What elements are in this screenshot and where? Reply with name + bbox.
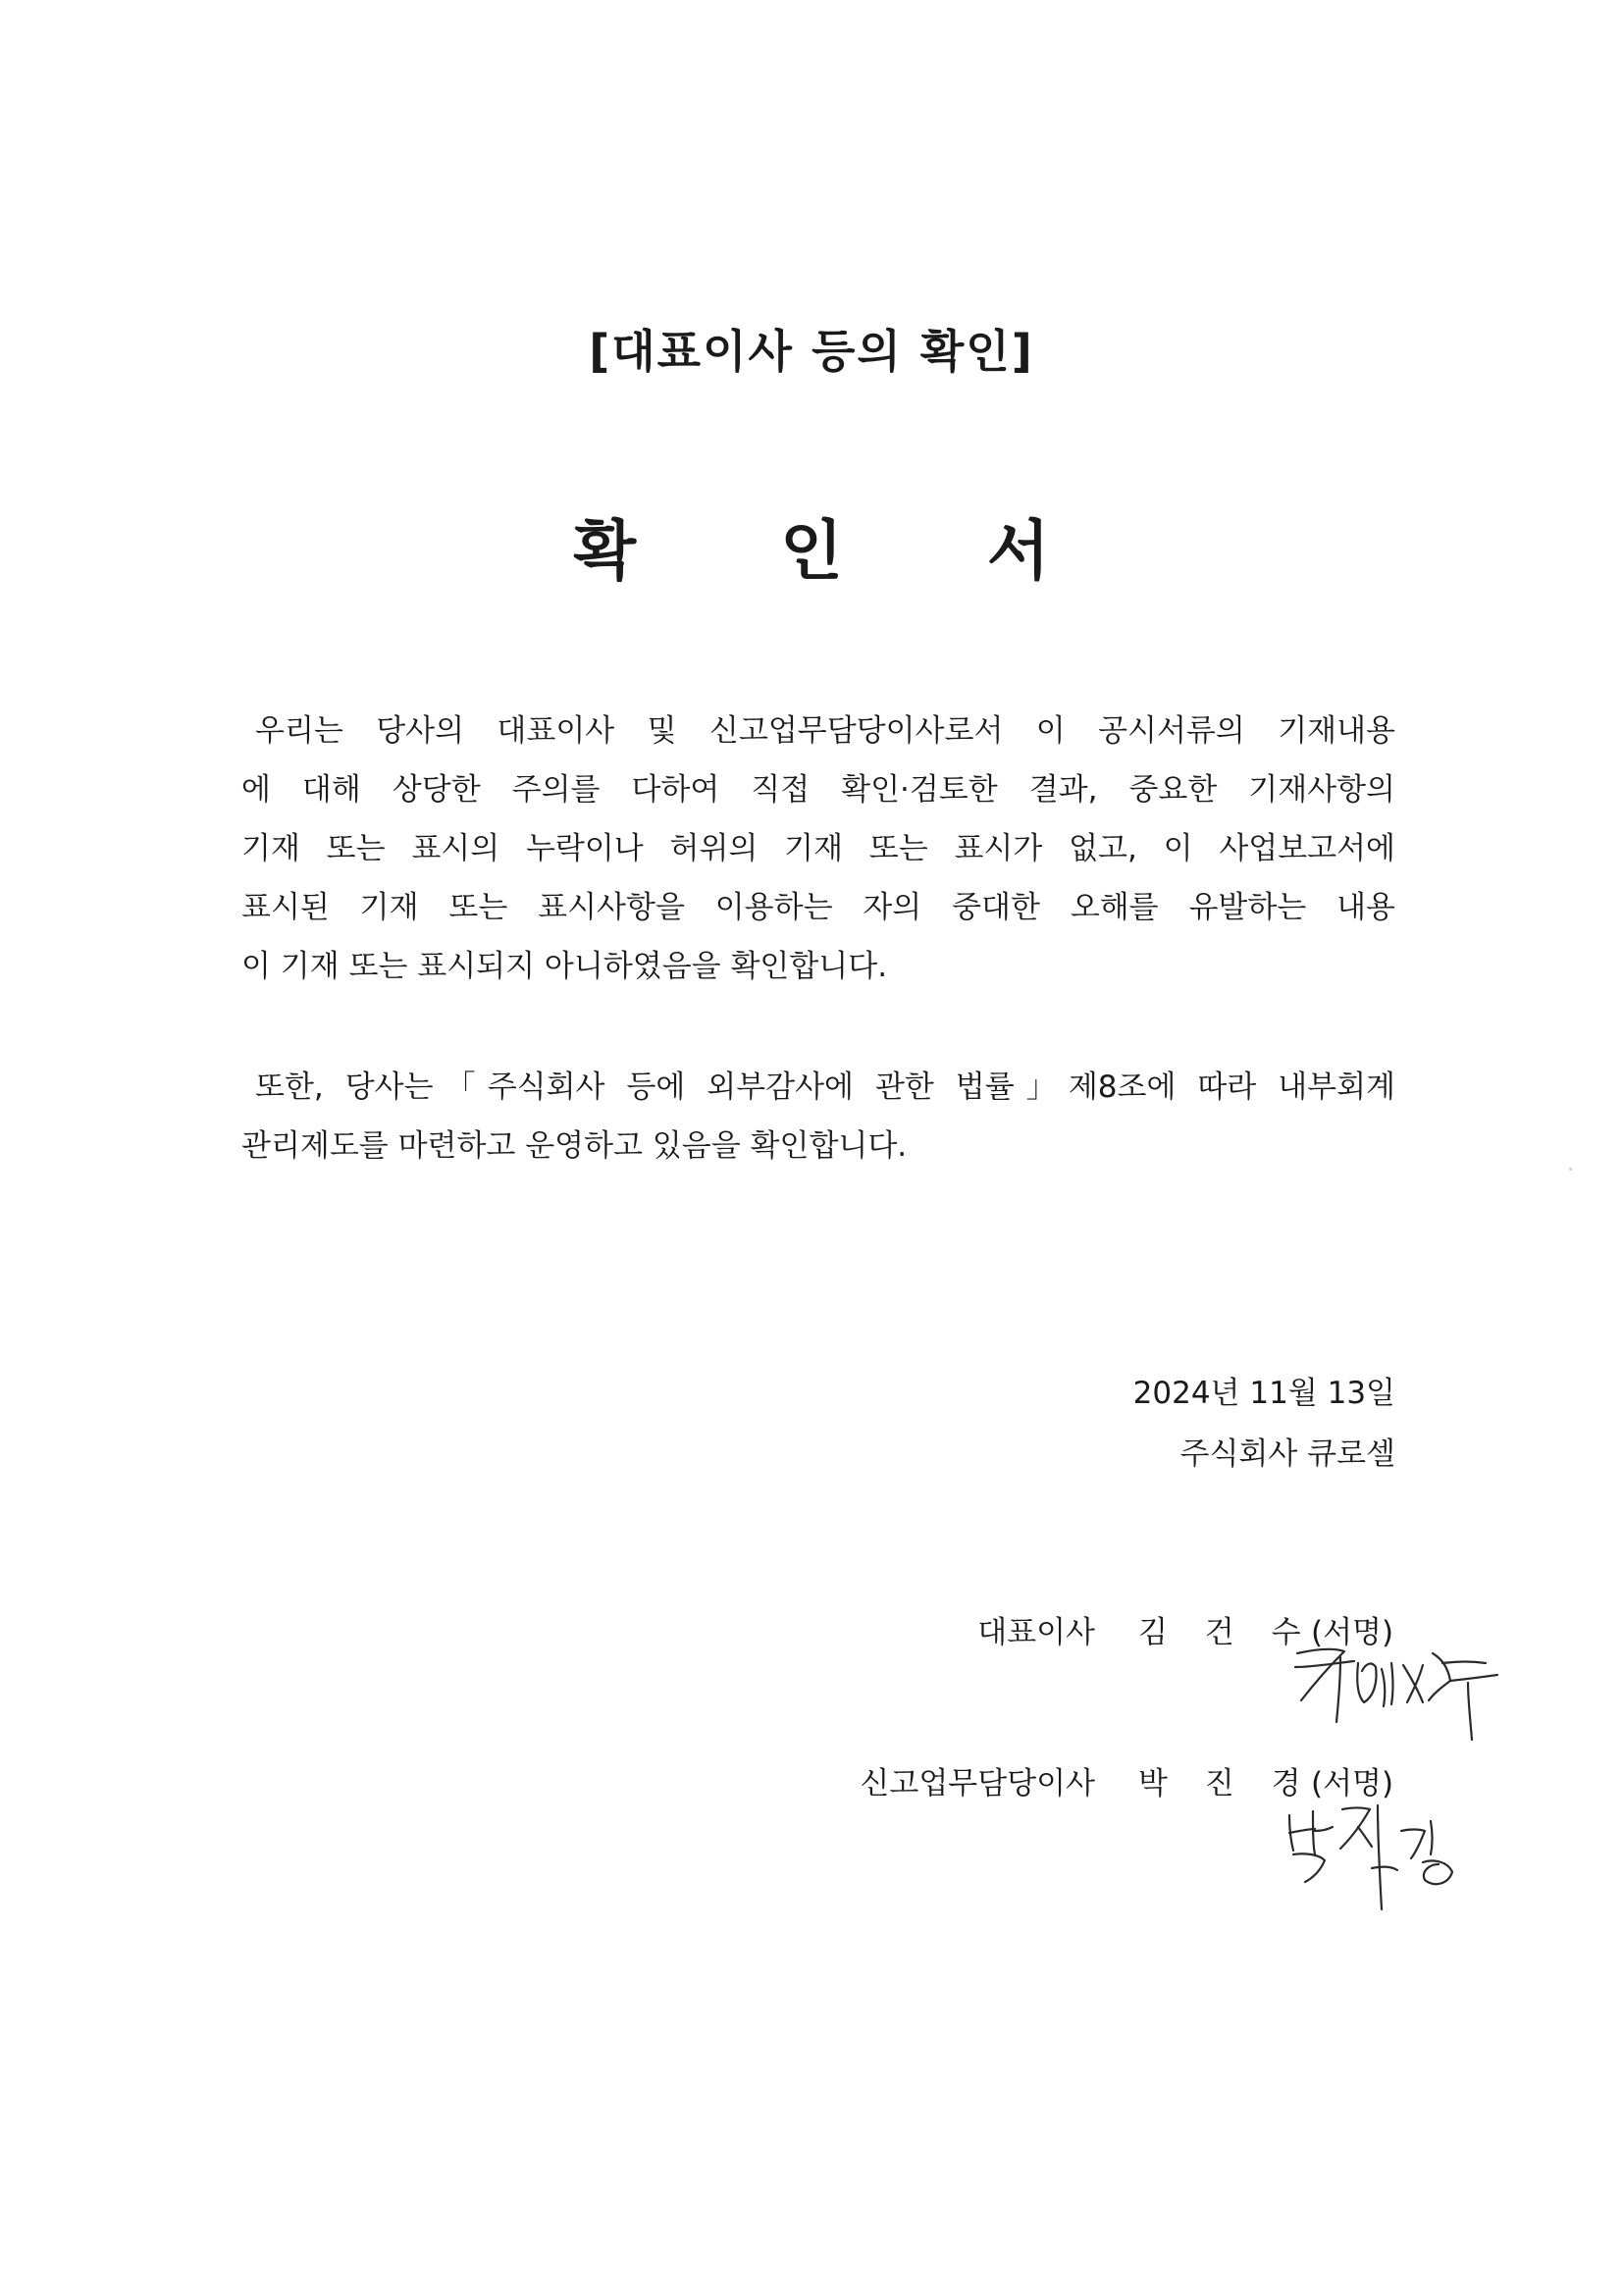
paragraph-line: 에 대해 상당한 주의를 다하여 직접 확인·검토한 결과, 중요한 기재사항의: [241, 772, 1395, 808]
paragraph-line: 우리는 당사의 대표이사 및 신고업무담당이사로서 이 공시서류의 기재내용: [255, 713, 1395, 749]
confirmation-paragraph: [241, 702, 1395, 996]
paragraph-line: 관리제도를 마련하고 운영하고 있음을 확인합니다.: [241, 1128, 908, 1164]
scan-speck: [1569, 1168, 1572, 1171]
document-header: [대표이사 등의 확인]: [589, 325, 1034, 378]
paragraph-line: 또한, 당사는「주식회사 등에 외부감사에 관한 법률」제8조에 따라 내부회계: [255, 1070, 1395, 1105]
signature-mark: (서명): [1311, 1766, 1394, 1801]
document-title: 확 인 서: [573, 513, 1111, 589]
reporting-officer-handwritten-signature: [1276, 1776, 1472, 1913]
signer-role: 신고업무담당이사: [860, 1766, 1095, 1801]
ceo-handwritten-signature: [1276, 1624, 1521, 1751]
signer-role: 대표이사: [977, 1615, 1095, 1650]
paragraph-line: 이 기재 또는 표시되지 아니하였음을 확인합니다.: [241, 949, 888, 984]
paragraph-line: 기재 또는 표시의 누락이나 허위의 기재 또는 표시가 없고, 이 사업보고서에: [241, 831, 1395, 866]
signer-name: 김 건 수: [1138, 1615, 1315, 1650]
signature-mark: (서명): [1311, 1615, 1394, 1650]
company-name: 주식회사 큐로셀: [1179, 1436, 1395, 1472]
internal-control-paragraph: [241, 1058, 1395, 1175]
document-date: 2024년 11월 13일: [1132, 1376, 1395, 1411]
signer-name: 박 진 경: [1138, 1766, 1315, 1801]
paragraph-line: 표시된 기재 또는 표시사항을 이용하는 자의 중대한 오해를 유발하는 내용: [241, 890, 1395, 925]
